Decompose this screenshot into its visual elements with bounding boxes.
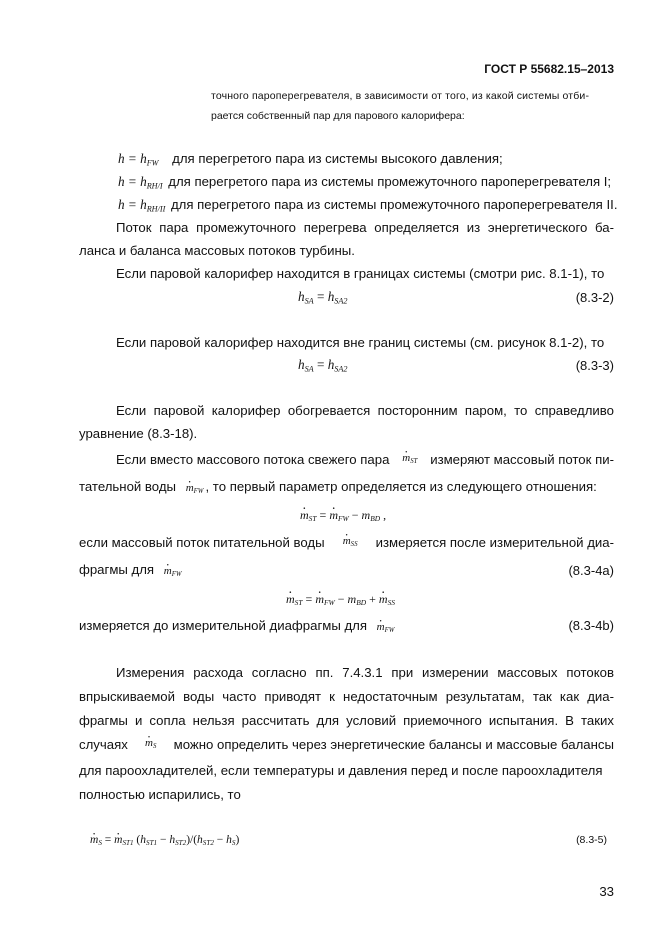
- para2: Если паровой калорифер находится в границах системы (смотри рис. 8.1-1), то: [116, 266, 605, 281]
- para5-text-d: , то первый параметр определяется из следующего отношения:: [205, 479, 597, 494]
- equation-number-8-3-2: (8.3-2): [575, 290, 614, 305]
- para8-line4: [79, 737, 614, 752]
- para8-line6: полностью испарились, то: [79, 787, 241, 802]
- para5-text-a: Если вместо массового потока свежего пара: [116, 452, 390, 467]
- m-dot-fw-symbol: · $m_{FW}$: [164, 565, 182, 577]
- para7-text: измеряется до измерительной диафрагмы для: [79, 618, 367, 633]
- definition-rh1: [118, 174, 611, 190]
- definition-lhs: [118, 197, 165, 212]
- definition-lhs-text: h = h: [118, 197, 147, 212]
- para1-line2: ланса и баланса массовых потоков турбины.: [79, 243, 355, 258]
- eq-lhs-sub: SA: [304, 296, 314, 306]
- intro-line-1: [211, 90, 614, 102]
- definition-rh2: [118, 197, 617, 213]
- eq-rhs: h: [327, 289, 335, 304]
- definition-text: для перегретого пара из системы промежуточного пароперегревателя I;: [168, 174, 612, 189]
- para8-text-b: можно определить через энергетические балансы и массовые балансы: [173, 737, 614, 752]
- definition-sub: RH/II: [146, 204, 166, 214]
- para8-text-a: случаях: [79, 737, 128, 752]
- para5-text-c: тательной воды: [79, 479, 177, 494]
- eq-rhs-sub: SA2: [334, 296, 348, 306]
- para6-text-a: если массовый поток питательной воды: [79, 535, 325, 550]
- eq-equals: =: [316, 357, 325, 372]
- definition-lhs-text: h = h: [118, 151, 147, 166]
- definition-lhs-text: h = h: [118, 174, 147, 189]
- equation-mass-balance-2: · $m_{ST}$ = · $m_{FW} - m_{BD}$ + · $m_{SS}$: [286, 592, 395, 607]
- para6-text-c: фрагмы для: [79, 562, 155, 577]
- definition-text: для перегретого пара из системы высокого давления;: [172, 151, 503, 166]
- equation-8-3-5: · $m_S$ = · $m_{ST1}$ $(h_{ST1} - h_{ST2})/(h_{ST2} - h_S)$: [90, 834, 239, 846]
- equation-8-3-3: [298, 357, 347, 373]
- definition-sub: RH/I: [146, 181, 163, 191]
- para6-line1: [79, 535, 614, 550]
- definition-lhs: [118, 151, 159, 166]
- equation-number-8-3-3: (8.3-3): [575, 358, 614, 373]
- equation-8-3-2: [298, 289, 347, 305]
- para8-line5: для пароохладителей, если температуры и давления перед и после пароохладителя: [79, 763, 603, 778]
- para8-line2: впрыскиваемой воды часто приводят к недостаточным результатам, так как диа-: [79, 689, 614, 704]
- equation-number-8-3-5: (8.3-5): [576, 834, 607, 846]
- document-header: ГОСТ Р 55682.15–2013: [484, 62, 614, 76]
- definition-text: для перегретого пара из системы промежуточного пароперегревателя II.: [170, 197, 618, 212]
- equation-mass-balance-1: · $m_{ST}$ = · $m_{FW} - m_{BD}$ ,: [300, 508, 386, 523]
- eq-equals: =: [316, 289, 325, 304]
- para8-line3: фрагмы и сопла нельзя рассчитать для условий приемочного испытания. В таких: [79, 713, 614, 728]
- intro-line-2: рается собственный пар для парового калорифера:: [211, 110, 465, 122]
- eq-lhs: h: [298, 289, 305, 304]
- para6-text-b: измеряется после измерительной диа-: [375, 535, 614, 550]
- m-dot-fw-symbol: · $m_{FW}$: [377, 621, 395, 633]
- equation-number-8-3-4a: (8.3-4a): [568, 563, 614, 578]
- para5-line1: [116, 452, 614, 467]
- eq-lhs: h: [298, 357, 305, 372]
- equation-number-8-3-4b: (8.3-4b): [568, 618, 614, 633]
- eq-rhs: h: [327, 357, 335, 372]
- eq-rhs-sub: SA2: [334, 364, 348, 374]
- m-dot-ss-symbol: · $m_{SS}$: [343, 535, 358, 550]
- definition-lhs: [118, 174, 163, 189]
- para5-line2: [79, 479, 597, 494]
- para3: Если паровой калорифер находится вне границ системы (см. рисунок 8.1-2), то: [116, 335, 605, 350]
- intro-text-1: точного пароперегревателя, в зависимости от того, из какой системы отби-: [211, 90, 590, 102]
- para4-line1: Если паровой калорифер обогревается посторонним паром, то справедливо: [116, 403, 614, 418]
- definition-sub: FW: [146, 158, 159, 168]
- m-dot-s-symbol: · $m_S$: [145, 737, 156, 752]
- para5-text-b: измеряют массовый поток пи-: [430, 452, 614, 467]
- definition-fw: [118, 151, 503, 167]
- para8-line1: Измерения расхода согласно пп. 7.4.3.1 при измерении массовых потоков: [116, 665, 614, 680]
- para4-line2: уравнение (8.3-18).: [79, 426, 198, 441]
- m-dot-fw-symbol: · $m_{FW}$: [186, 482, 204, 494]
- m-dot-st-symbol: · $m_{ST}$: [402, 452, 417, 467]
- para6-line2: [79, 562, 182, 577]
- page-number: 33: [599, 884, 614, 899]
- eq-lhs-sub: SA: [304, 364, 314, 374]
- para7: [79, 618, 394, 633]
- para1-line1: Поток пара промежуточного перегрева определяется из энергетического ба-: [116, 220, 614, 235]
